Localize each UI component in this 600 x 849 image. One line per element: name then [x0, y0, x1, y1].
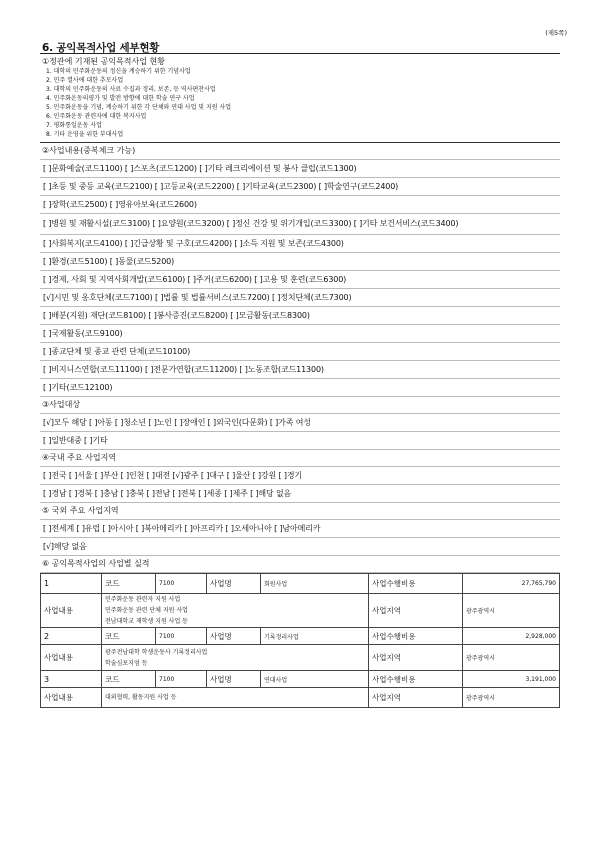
project-results-heading: ⑥ 공익목적사업의 사업별 실적 — [40, 556, 560, 573]
project-name-value: 회원사업 — [261, 574, 369, 594]
project-name-label: 사업명 — [207, 628, 261, 645]
domestic-region-row[interactable]: [ ]경남 [ ]경북 [ ]충남 [ ]충북 [ ]전남 [ ]전북 [ ]세종 [ ]제주 [ ]해당 없음 — [40, 485, 560, 503]
region-label: 사업지역 — [369, 688, 463, 708]
code-value: 7100 — [156, 628, 207, 645]
purpose-item: 1. 대학의 민주화운동의 정신을 계승하기 위한 기념사업 — [46, 68, 191, 75]
table-row — [41, 594, 560, 628]
content-value — [102, 688, 369, 708]
code-label: 코드 — [102, 671, 156, 688]
project-number: 1 — [41, 574, 102, 594]
project-results-table — [40, 573, 560, 708]
content-line: 광주전남대학 학생운동사 기록정리사업 — [105, 648, 208, 656]
table-row — [41, 574, 560, 594]
project-name-value: 기록정리사업 — [261, 628, 369, 645]
content-line: 학술심포지엄 등 — [105, 659, 148, 667]
business-category-row[interactable]: [ ]초등 및 중등 교육(코드2100) [ ]고등교육(코드2200) [ ]기타교육(코드2300) [ ]학술연구(코드2400) — [40, 178, 560, 196]
region-label: 사업지역 — [369, 645, 463, 671]
business-category-row[interactable]: [ ]장학(코드2500) [ ]영유아보육(코드2600) — [40, 196, 560, 214]
overseas-region-heading: ⑤ 국외 주요 사업지역 — [40, 503, 560, 520]
amount-label: 사업수행비용 — [369, 671, 463, 688]
project-name-value: 연대사업 — [261, 671, 369, 688]
purpose-item: 8. 기타 운영을 위한 부대사업 — [46, 131, 124, 138]
project-name-label: 사업명 — [207, 574, 261, 594]
domestic-region-heading: ④국내 주요 사업지역 — [40, 450, 560, 467]
content-line: 전남대학교 재학생 지원 사업 등 — [105, 618, 188, 625]
purpose-item: 2. 민주 열사에 대한 추모사업 — [46, 77, 124, 84]
code-value: 7100 — [156, 574, 207, 594]
target-group-row[interactable]: [ ]일반대중 [ ]기타 — [40, 432, 560, 450]
business-category-row[interactable]: [ ]종교단체 및 종교 관련 단체(코드10100) — [40, 343, 560, 361]
code-value: 7100 — [156, 671, 207, 688]
domestic-region-row[interactable]: [ ]전국 [ ]서울 [ ]부산 [ ]인천 [ ]대전 [√]광주 [ ]대구 [ ]울산 [ ]강원 [ ]경기 — [40, 467, 560, 485]
purpose-item: 4. 민주화운동의평가 및 발전 방향에 대한 학술 연구 사업 — [46, 95, 195, 102]
table-row — [41, 628, 560, 645]
form-body — [40, 57, 560, 708]
content-label: 사업내용 — [41, 594, 102, 628]
business-category-row[interactable]: [ ]기타(코드12100) — [40, 379, 560, 397]
overseas-region-row[interactable]: [ ]전세계 [ ]유럽 [ ]아시아 [ ]북아메리카 [ ]아프리카 [ ]오세아니아 [ ]남아메리카 — [40, 520, 560, 538]
business-category-row[interactable]: [ ]환경(코드5100) [ ]동물(코드5200) — [40, 253, 560, 271]
business-category-row[interactable]: [ ]비지니스연합(코드11100) [ ]전문가연합(코드11200) [ ]노동조합(코드11300) — [40, 361, 560, 379]
business-category-row[interactable]: [√]시민 및 옹호단체(코드7100) [ ]법률 및 법률서비스(코드7200) [ ]정치단체(코드7300) — [40, 289, 560, 307]
region-label: 사업지역 — [369, 594, 463, 628]
target-group-row[interactable]: [√]모두 해당 [ ]아동 [ ]청소년 [ ]노인 [ ]장애인 [ ]외국인(다문화) [ ]가족 여성 — [40, 414, 560, 432]
business-content-heading: ②사업내용(중복체크 가능) — [40, 143, 560, 160]
business-category-row[interactable]: [ ]경제, 사회 및 지역사회개발(코드6100) [ ]주거(코드6200) [ ]고용 및 훈련(코드6300) — [40, 271, 560, 289]
project-number: 2 — [41, 628, 102, 645]
content-line: 민주화운동 관련자 지원 사업 — [105, 596, 181, 603]
business-category-row[interactable]: [ ]사회복지(코드4100) [ ]긴급상황 및 구호(코드4200) [ ]소득 지원 및 보존(코드4300) — [40, 235, 560, 253]
overseas-region-row[interactable]: [√]해당 없음 — [40, 538, 560, 556]
amount-label: 사업수행비용 — [369, 574, 463, 594]
purpose-item: 6. 민주화운동 관련자에 대한 복지사업 — [46, 113, 147, 120]
purpose-item: 5. 민주화운동을 기념, 계승하기 위한 각 단체와 연대 사업 및 지원 사업 — [46, 104, 232, 111]
business-category-row[interactable]: [ ]국제활동(코드9100) — [40, 325, 560, 343]
purpose-item: 3. 대학의 민주화운동의 사료 수집과 정리, 보존, 등 역사편찬사업 — [46, 86, 216, 93]
charter-purposes-heading: ①정관에 기재된 공익목적사업 현황 — [42, 57, 165, 66]
content-value — [102, 594, 369, 628]
business-category-row[interactable]: [ ]문화예술(코드1100) [ ]스포츠(코드1200) [ ]기타 레크리에이션 및 봉사 클럽(코드1300) — [40, 160, 560, 178]
content-line: 대외협력, 활동지원 사업 등 — [105, 694, 177, 701]
amount-value: 27,765,790 — [463, 574, 560, 594]
table-row — [41, 671, 560, 688]
page-number: (제5쪽) — [545, 29, 567, 37]
title-divider — [40, 53, 560, 54]
purpose-item: 7. 평화통일운동 사업 — [46, 122, 102, 129]
content-value — [102, 645, 369, 671]
project-name-label: 사업명 — [207, 671, 261, 688]
region-value: 광주광역시 — [463, 594, 560, 628]
table-row — [41, 688, 560, 708]
content-label: 사업내용 — [41, 688, 102, 708]
business-category-row[interactable]: [ ]배분(지원) 재단(코드8100) [ ]봉사증진(코드8200) [ ]모금활동(코드8300) — [40, 307, 560, 325]
business-category-row[interactable]: [ ]병원 및 재활시설(코드3100) [ ]요양원(코드3200) [ ]정신 건강 및 위기개입(코드3300) [ ]기타 보건서비스(코드3400) — [40, 214, 560, 235]
region-value: 광주광역시 — [463, 688, 560, 708]
amount-value: 3,191,000 — [463, 671, 560, 688]
amount-label: 사업수행비용 — [369, 628, 463, 645]
region-value: 광주광역시 — [463, 645, 560, 671]
code-label: 코드 — [102, 574, 156, 594]
content-label: 사업내용 — [41, 645, 102, 671]
project-number: 3 — [41, 671, 102, 688]
target-group-heading: ③사업대상 — [40, 397, 560, 414]
table-row — [41, 645, 560, 671]
content-line: 민주화운동 관련 단체 지원 사업 — [105, 607, 188, 614]
code-label: 코드 — [102, 628, 156, 645]
amount-value: 2,928,000 — [463, 628, 560, 645]
charter-purposes-list — [40, 67, 560, 139]
section-title: 6. 공익목적사업 세부현황 — [42, 42, 160, 54]
